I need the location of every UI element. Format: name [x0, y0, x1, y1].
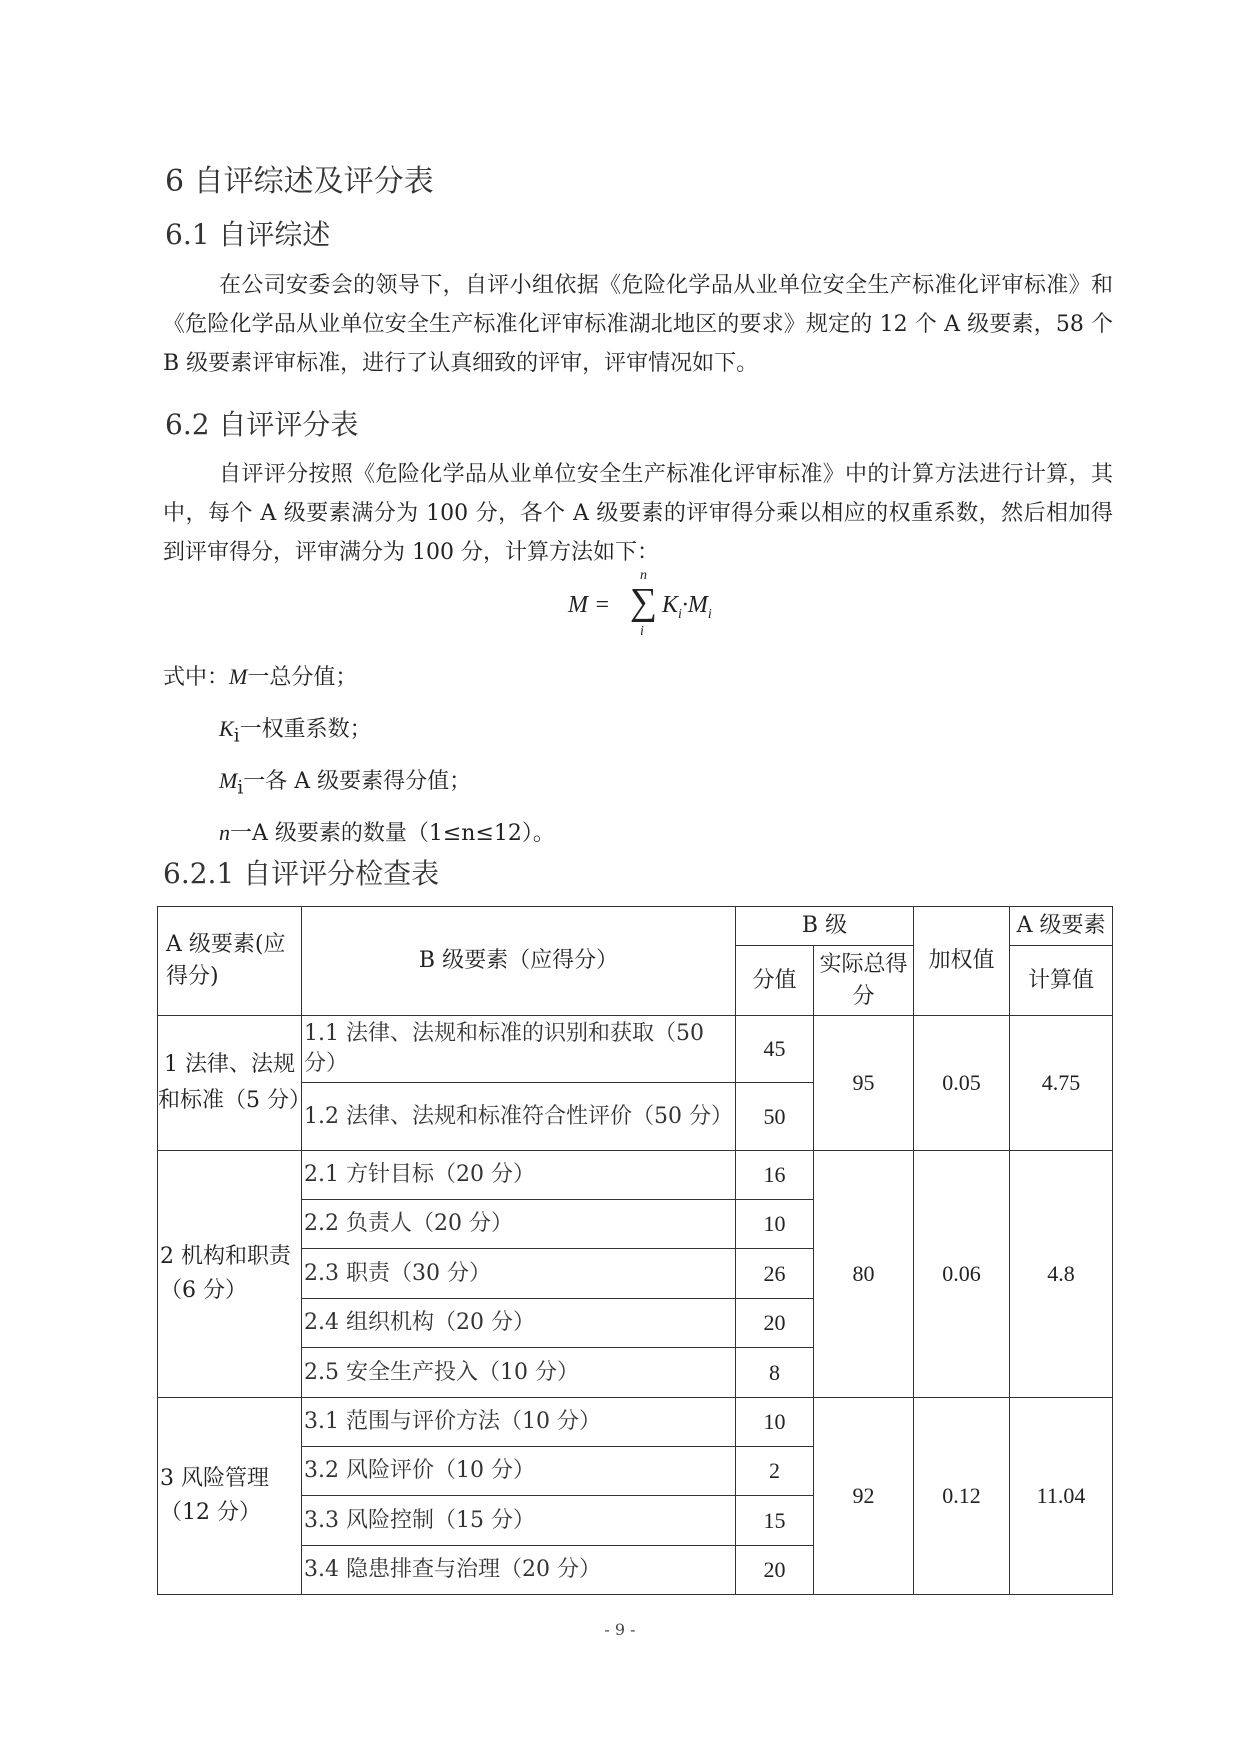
b-element-cell: 2.1 方针目标（20 分） [302, 1151, 736, 1200]
a-element-cell: 3 风险管理（12 分） [158, 1398, 302, 1595]
formula-rhs: $K_i\cdot M_i$ [662, 592, 712, 622]
section-title-6: 6 自评综述及评分表 [165, 164, 434, 199]
b-element-cell: 3.2 风险评价（10 分） [302, 1447, 736, 1496]
header-score: 分值 [736, 946, 814, 1016]
score-cell: 10 [736, 1200, 814, 1249]
score-cell: 16 [736, 1151, 814, 1200]
calc-value-cell: 11.04 [1010, 1398, 1113, 1595]
table-row [158, 1016, 1113, 1083]
def-n: n一A 级要素的数量（1≤n≤12）。 [219, 820, 555, 846]
b-element-cell: 3.1 范围与评价方法（10 分） [302, 1398, 736, 1447]
a-element-cell: 1 法律、法规和标准（5 分） [158, 1016, 302, 1151]
score-cell: 8 [736, 1348, 814, 1398]
header-weight: 加权值 [914, 907, 1010, 1016]
table-row [158, 1151, 1113, 1200]
b-element-cell: 2.5 安全生产投入（10 分） [302, 1348, 736, 1398]
formula-sum-lower: i [640, 624, 644, 639]
score-cell: 50 [736, 1083, 814, 1151]
score-cell: 45 [736, 1016, 814, 1083]
header-b-element: B 级要素（应得分） [302, 907, 736, 1016]
b-element-cell: 1.1 法律、法规和标准的识别和获取（50 分） [302, 1016, 736, 1083]
header-actual-total: 实际总得分 [814, 946, 914, 1016]
calc-value-cell: 4.8 [1010, 1151, 1113, 1398]
b-element-cell: 2.3 职责（30 分） [302, 1249, 736, 1299]
score-cell: 20 [736, 1299, 814, 1348]
score-cell: 2 [736, 1447, 814, 1496]
b-element-cell: 2.2 负责人（20 分） [302, 1200, 736, 1249]
header-calc-value: 计算值 [1010, 946, 1113, 1016]
b-element-cell: 2.4 组织机构（20 分） [302, 1299, 736, 1348]
score-cell: 20 [736, 1546, 814, 1595]
actual-total-cell: 80 [814, 1151, 914, 1398]
b-element-cell: 3.4 隐患排查与治理（20 分） [302, 1546, 736, 1595]
page-number: - 9 - [604, 1620, 636, 1639]
actual-total-cell: 95 [814, 1016, 914, 1151]
b-element-cell: 3.3 风险控制（15 分） [302, 1496, 736, 1546]
section-title-6-1: 6.1 自评综述 [165, 218, 331, 251]
def-m: 式中：M一总分值； [163, 664, 358, 690]
b-element-cell: 1.2 法律、法规和标准符合性评价（50 分） [302, 1083, 736, 1151]
score-cell: 26 [736, 1249, 814, 1299]
paragraph-scoring-method: 自评评分按照《危险化学品从业单位安全生产标准化评审标准》中的计算方法进行计算，其中，每个 A 级要素满分为 100 分，各个 A 级要素的评审得分乘以相应的权重系数，然后相加得到评审得分，评审满分为 100 分，计算方法如下： [163, 462, 1113, 565]
calc-value-cell: 4.75 [1010, 1016, 1113, 1151]
def-mi: $M_i$一各 A 级要素得分值； [219, 768, 472, 799]
a-element-cell: 2 机构和职责（6 分） [158, 1151, 302, 1398]
table-row [158, 1398, 1113, 1447]
actual-total-cell: 92 [814, 1398, 914, 1595]
weight-cell: 0.05 [914, 1016, 1010, 1151]
weight-cell: 0.06 [914, 1151, 1010, 1398]
section-title-6-2: 6.2 自评评分表 [165, 408, 359, 441]
section-title-6-2-1: 6.2.1 自评评分检查表 [163, 857, 440, 890]
sigma-icon: ∑ [630, 581, 658, 623]
score-cell: 10 [736, 1398, 814, 1447]
header-b-level: B 级 [736, 907, 914, 946]
formula-lhs: M = [568, 592, 611, 618]
header-a-level: A 级要素 [1010, 907, 1113, 946]
score-cell: 15 [736, 1496, 814, 1546]
header-a-element: A 级要素(应得分) [158, 907, 302, 1016]
self-evaluation-score-table [157, 906, 1113, 1595]
def-k: $K_i$一权重系数； [219, 716, 372, 747]
weight-cell: 0.12 [914, 1398, 1010, 1595]
formula-sum-upper: n [640, 568, 647, 583]
paragraph-self-review-summary: 在公司安委会的领导下，自评小组依据《危险化学品从业单位安全生产标准化评审标准》和《危险化学品从业单位安全生产标准化评审标准湖北地区的要求》规定的 12 个 A 级要素，58 个 B 级要素评审标准，进行了认真细致的评审，评审情况如下。 [163, 273, 1113, 376]
